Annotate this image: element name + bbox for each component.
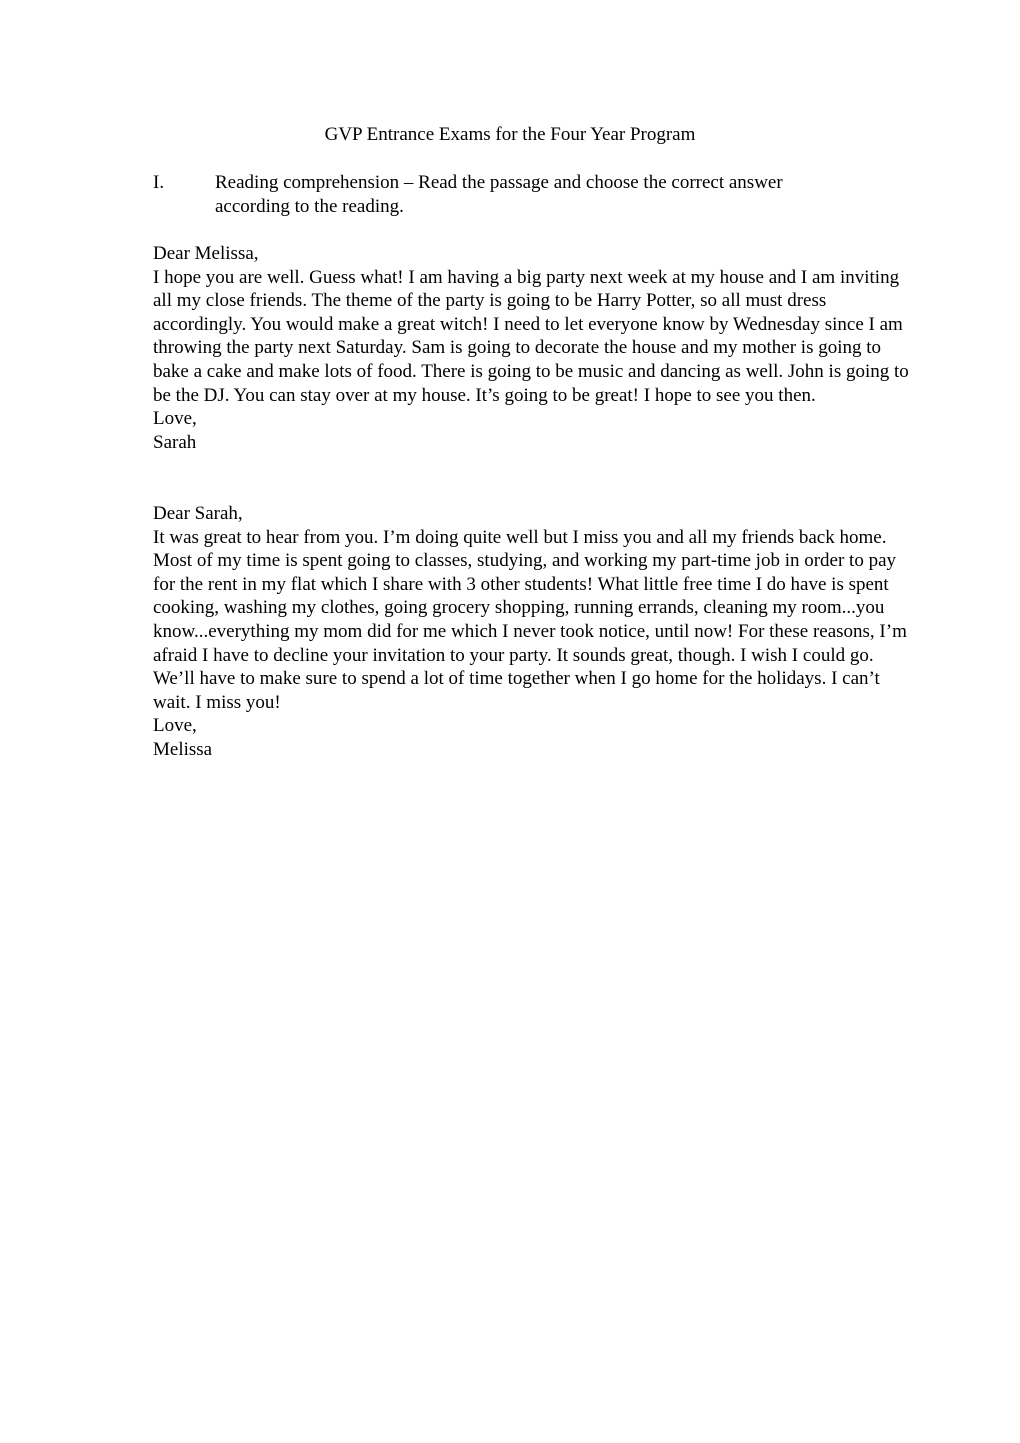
document-title: GVP Entrance Exams for the Four Year Program [324,124,696,145]
letter-signature: Sarah [153,431,197,453]
letter-from-sarah [153,242,913,454]
letter-greeting: Dear Melissa, [153,243,259,264]
letter-greeting: Dear Sarah, [153,503,243,524]
letter-signature: Melissa [153,738,213,760]
letter-closing: Love, [153,715,197,737]
section-instruction [153,171,873,219]
letter-body: It was great to hear from you. I’m doing quite well but I miss you and all my friends back home. Most of my time is spent going to classes, studying, and working my part-time job in order to pay for the rent in my flat which I share with 3 other students! What little free time I do have is spent cooking, washing my clothes, going grocery shopping, running errands, cleaning my room...you know...everything my mom did for me which I never took notice, until now! For these reasons, I’m afraid I have to decline your invitation to your party. It sounds great, though. I wish I could go. We’ll have to make sure to spend a lot of time together when I go home for the holidays. I can’t wait. I miss you! [153,526,907,713]
section-instruction-text: Reading comprehension – Read the passage and choose the correct answer according to the reading. [215,172,783,217]
letter-from-melissa [153,502,913,762]
letter-closing: Love, [153,408,197,430]
letter-body: I hope you are well. Guess what! I am having a big party next week at my house and I am inviting all my close friends. The theme of the party is going to be Harry Potter, so all must dress accordingly. You would make a great witch! I need to let everyone know by Wednesday since I am throwing the party next Saturday. Sam is going to decorate the house and my mother is going to bake a cake and make lots of food. There is going to be music and dancing as well. John is going to be the DJ. You can stay over at my house. It’s going to be great! I hope to see you then. [153,266,909,406]
section-number: I. [153,172,165,193]
